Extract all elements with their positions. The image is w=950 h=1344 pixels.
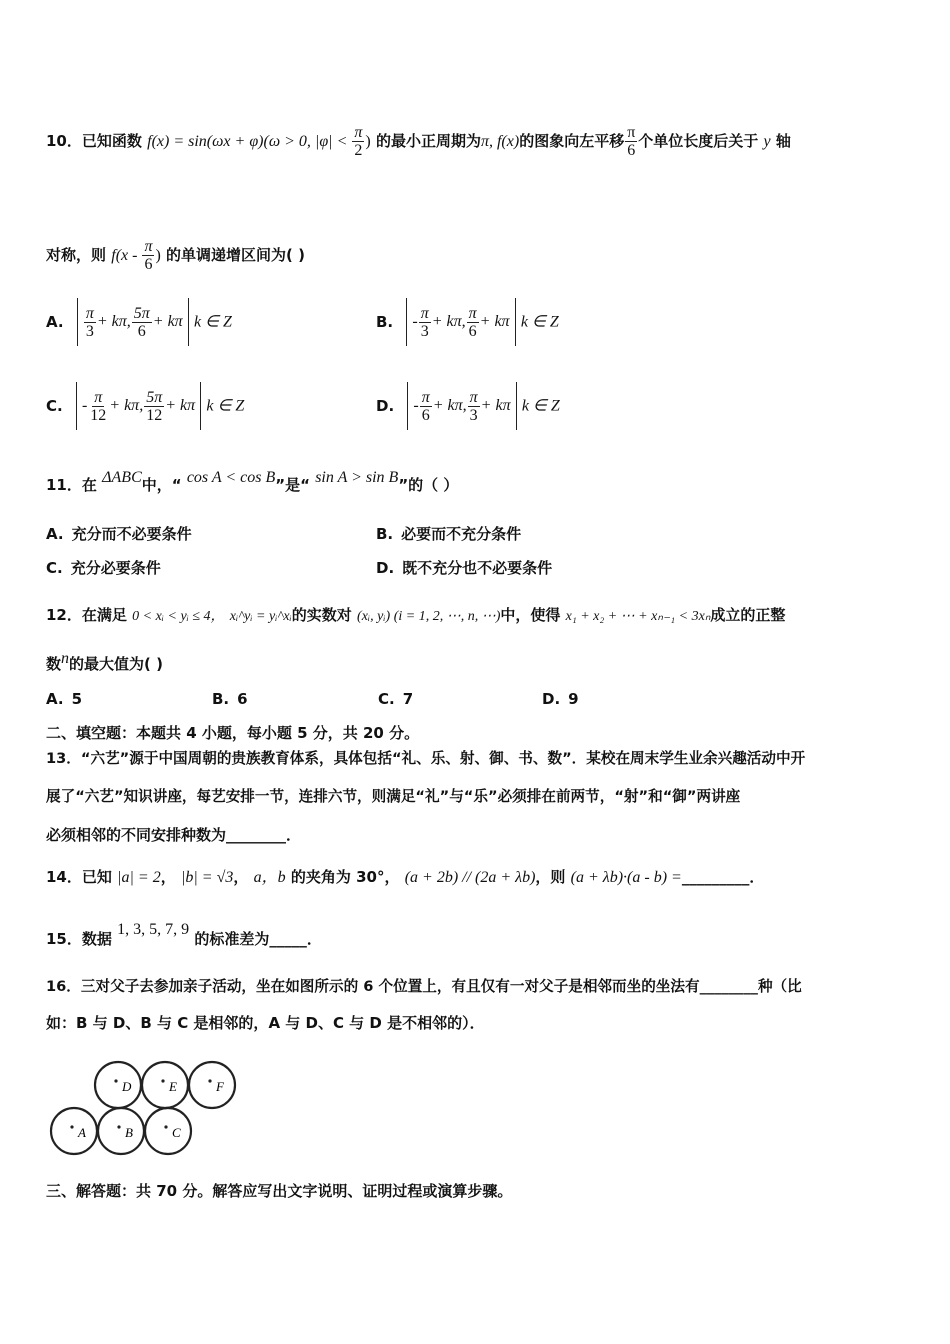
q12-option-a: A. 5 xyxy=(46,690,83,708)
option-label: D. xyxy=(376,396,395,415)
q15-data: 1, 3, 5, 7, 9 xyxy=(117,921,190,938)
q10-mid: 的最小正周期为 xyxy=(375,132,481,150)
q12-option-d: D. 9 xyxy=(542,690,579,708)
q14-b-magnitude: |b| = √3 xyxy=(180,869,234,886)
q11-triangle: ΔABC xyxy=(102,469,142,486)
q10-pi-f: π, f(x) xyxy=(480,133,520,150)
q12-equation: xᵢ^yᵢ = yᵢ^xᵢ xyxy=(229,609,292,624)
q10-line2-prefix: 对称，则 xyxy=(46,246,107,264)
section-2-heading: 二、填空题：本题共 4 小题，每小题 5 分，共 20 分。 xyxy=(46,724,420,742)
interval-bracket: - $\frac{\pi}{6}$ + kπ, $\frac{\pi}{3}$ + kπ xyxy=(407,382,516,430)
option-suffix: k ∈ Z xyxy=(193,313,232,331)
option-label: C. xyxy=(46,396,63,415)
q15-stem: 15．数据 1, 3, 5, 7, 9 的标准差为_____． xyxy=(46,921,322,948)
section-3-heading: 三、解答题：共 70 分。解答应写出文字说明、证明过程或演算步骤。 xyxy=(46,1182,513,1200)
q10-line2-tail: 的单调递增区间为( ) xyxy=(166,246,305,264)
seat-e xyxy=(142,1062,188,1108)
seat-b xyxy=(98,1108,144,1154)
q12-option-c: C. 7 xyxy=(378,690,414,708)
q11-option-c: C. 充分必要条件 xyxy=(46,559,161,577)
q12-stem: 12．在满足 0 < xᵢ < yᵢ ≤ 4， xᵢ^yᵢ = yᵢ^xᵢ的实数对 (xᵢ, yᵢ) (i = 1, 2, ⋯, n, ⋯)中，使得 x₁ + x₂ + ⋯ + xₙ₋₁ < 3xₙ成立的正整 xyxy=(46,606,786,624)
option-label: B. xyxy=(376,312,394,331)
q10-tail: 个单位长度后关于 xyxy=(638,132,759,150)
q11-option-d: D. 既不充分也不必要条件 xyxy=(376,559,553,577)
q12-option-b: B. 6 xyxy=(212,690,248,708)
q10-shift-fraction: $\frac{\pi}{6}$ xyxy=(627,124,636,159)
q13-line3: 必须相邻的不同安排种数为________． xyxy=(46,826,302,844)
q10-option-b xyxy=(376,298,559,346)
q12-line2: 数n的最大值为( ) xyxy=(46,650,163,673)
q10-line2: 对称，则 f(x - $\frac{\pi}{6}$ ) 的单调递增区间为( ) xyxy=(46,238,305,273)
q14-stem: 14．已知 |a| = 2， |b| = √3， a，b 的夹角为 30°， (a + 2b) // (2a + λb)，则 (a + λb)·(a - b) =_________． xyxy=(46,868,765,886)
seat-c xyxy=(145,1108,191,1154)
option-suffix: k ∈ Z xyxy=(206,397,245,415)
q11-condition-1: cos A < cos B xyxy=(186,469,276,486)
seat-d xyxy=(95,1062,141,1108)
q10-half-pi: $\frac{\pi}{2}$ xyxy=(354,124,363,159)
q12-inequality: x₁ + x₂ + ⋯ + xₙ₋₁ < 3xₙ xyxy=(565,609,711,624)
q12-n: n xyxy=(61,650,70,667)
q14-parallel: (a + 2b) // (2a + λb) xyxy=(404,869,536,886)
q10-y: y xyxy=(763,133,771,150)
interval-bracket: - $\frac{\pi}{3}$ + kπ, $\frac{\pi}{6}$ + kπ xyxy=(406,298,515,346)
svg-text:A: A xyxy=(78,1125,86,1140)
q10-line1: 10．已知函数 f(x) = sin(ωx + φ)(ω > 0, |φ| < $\frac{\pi}{2}$ ) 的最小正周期为π, f(x)的图象向左平移 $\frac{\pi}{6}$ 个单位长度后关于 y 轴 xyxy=(46,124,791,159)
q12-pair: (xᵢ, yᵢ) (i = 1, 2, ⋯, n, ⋯) xyxy=(357,609,501,624)
q14-a-magnitude: |a| = 2 xyxy=(117,869,161,886)
svg-text:B: B xyxy=(125,1125,133,1140)
interval-bracket: - $\frac{\pi}{12}$ + kπ, $\frac{5\pi}{12}$ + kπ xyxy=(76,382,201,430)
seat-a xyxy=(51,1108,97,1154)
q10-expression: f(x - xyxy=(111,247,142,264)
svg-text:D: D xyxy=(122,1079,132,1094)
q10-option-a xyxy=(46,298,232,346)
seat-diagram xyxy=(46,1054,246,1164)
q10-option-d xyxy=(376,382,560,430)
q10-mid2: 的图象向左平移 xyxy=(519,132,625,150)
q13-line2: 展了“六艺”知识讲座，每艺安排一节，连排六节，则满足“礼”与“乐”必须排在前两节，“射”和“御”两讲座 xyxy=(46,788,741,805)
q10-number: 10． xyxy=(46,132,82,150)
q10-function: f(x) = sin(ωx + φ)(ω > 0, |φ| < xyxy=(147,133,352,150)
q13-line1: 13．“六艺”源于中国周朝的贵族教育体系，具体包括“礼、乐、射、御、书、数”．某校在周末学生业余兴趣活动中开 xyxy=(46,750,806,767)
q10-expr-fraction: $\frac{\pi}{6}$ xyxy=(144,238,153,273)
svg-text:F: F xyxy=(216,1079,224,1094)
interval-bracket: $\frac{\pi}{3}$ + kπ, $\frac{5\pi}{6}$ + kπ xyxy=(77,298,189,346)
svg-text:E: E xyxy=(169,1079,177,1094)
q14-vectors: a，b xyxy=(253,869,286,886)
option-suffix: k ∈ Z xyxy=(520,313,559,331)
option-label: A. xyxy=(46,312,64,331)
svg-text:C: C xyxy=(172,1125,181,1140)
q16-line2: 如：B 与 D、B 与 C 是相邻的，A 与 D、C 与 D 是不相邻的）． xyxy=(46,1014,485,1032)
q11-stem: 11．在 ΔABC中，“ cos A < cos B”是“ sin A > sin B”的（ ） xyxy=(46,469,459,494)
q11-condition-2: sin A > sin B xyxy=(315,469,399,486)
q14-dot-product: (a + λb)·(a - b) = xyxy=(570,869,682,886)
q14-blank: _________． xyxy=(681,868,765,886)
seat-f xyxy=(189,1062,235,1108)
q11-option-b: B. 必要而不充分条件 xyxy=(376,525,522,543)
q11-option-a: A. 充分而不必要条件 xyxy=(46,525,192,543)
q16-line1: 16．三对父子去参加亲子活动，坐在如图所示的 6 个位置上，有且仅有一对父子是相邻而坐的坐法有________种（比 xyxy=(46,978,802,995)
q10-option-c xyxy=(46,382,244,430)
q10-tail2: 轴 xyxy=(775,132,791,150)
option-suffix: k ∈ Z xyxy=(521,397,560,415)
q10-prefix: 已知函数 xyxy=(81,132,142,150)
q12-condition: 0 < xᵢ < yᵢ ≤ 4， xyxy=(132,609,225,624)
